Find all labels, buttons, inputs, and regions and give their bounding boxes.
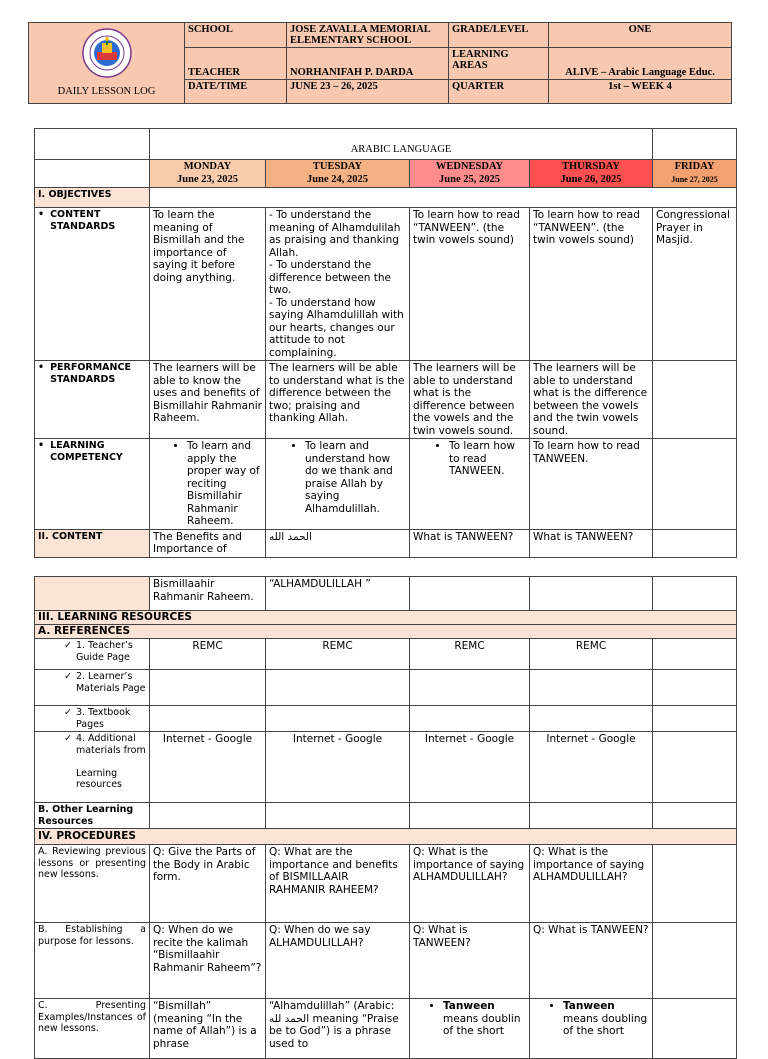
procedure-c-wed: • Tanween means doublin of the short: [410, 999, 530, 1059]
procedure-c-label: C. Presenting Examples/Instances of new lessons.: [35, 999, 150, 1059]
quarter-label: QUARTER: [449, 80, 549, 104]
teachers-guide-label: ✓ 1. Teacher’s Guide Page: [35, 639, 150, 670]
procedure-c-tue: “Alhamdulillah” (Arabic: الحمد لله meaning “Praise be to God”) is a phrase used to: [266, 999, 410, 1059]
procedure-c-fri: [653, 999, 737, 1059]
teachers-guide-mon: REMC: [150, 639, 266, 670]
day-header-thursday: THURSDAY June 26, 2025: [530, 160, 653, 188]
references-label: A. REFERENCES: [35, 625, 737, 639]
competency-mon: • To learn and apply the proper way of reciting Bismillahir Rahmanir Raheem.: [150, 439, 266, 530]
learning-resources-label: III. LEARNING RESOURCES: [35, 611, 737, 625]
objectives-label: I. OBJECTIVES: [35, 188, 150, 208]
competency-tue: • To learn and understand how do we thank and praise Allah by saying Alhamdulillah.: [266, 439, 410, 530]
procedure-b-fri: [653, 923, 737, 999]
day-header-friday: FRIDAY June 27, 2025: [653, 160, 737, 188]
day-header-wednesday: WEDNESDAY June 25, 2025: [410, 160, 530, 188]
additional-wed: Internet - Google: [410, 732, 530, 803]
subject-title: ARABIC LANGUAGE: [150, 129, 653, 160]
lesson-table-page-2: [34, 576, 737, 1059]
grade-value: ONE: [549, 23, 732, 48]
logo-cell: [29, 23, 185, 104]
teacher-label: TEACHER: [185, 48, 287, 80]
performance-standards-label: • PERFORMANCE STANDARDS: [35, 361, 150, 439]
textbook-label: ✓ 3. Textbook Pages: [35, 706, 150, 732]
content-standards-label: • CONTENT STANDARDS: [35, 208, 150, 361]
performance-thu: The learners will be able to understand what is the difference between the vowels and the twin vowels sound.: [530, 361, 653, 439]
content-standards-mon: To learn the meaning of Bismillah and the importance of saying it before doing anything.: [150, 208, 266, 361]
additional-thu: Internet - Google: [530, 732, 653, 803]
other-resources-label: B. Other Learning Resources: [35, 803, 150, 829]
teachers-guide-tue: REMC: [266, 639, 410, 670]
procedure-c-mon: “Bismillah” (meaning “In the name of Allah”) is a phrase: [150, 999, 266, 1059]
daily-lesson-log-label: DAILY LESSON LOG: [57, 86, 156, 97]
school-seal-icon: [82, 28, 132, 78]
content-standards-wed: To learn how to read “TANWEEN”. (the twin vowels sound): [410, 208, 530, 361]
procedure-a-label: A. Reviewing previous lessons or presenting new lessons.: [35, 845, 150, 923]
grade-label: GRADE/LEVEL: [449, 23, 549, 48]
procedure-b-label: B. Establishing a purpose for lessons.: [35, 923, 150, 999]
content-cont-wed: [410, 577, 530, 611]
performance-wed: The learners will be able to understand what is the difference between the vowels and the twin vowels sound.: [410, 361, 530, 439]
content-fri: [653, 529, 737, 557]
procedures-label: IV. PROCEDURES: [35, 829, 737, 845]
competency-wed: • To learn how to read TANWEEN.: [410, 439, 530, 530]
content-wed: What is TANWEEN?: [410, 529, 530, 557]
additional-materials-label: ✓ 4. Additional materials from Learning resources: [35, 732, 150, 803]
school-value: JOSE ZAVALLA MEMORIAL ELEMENTARY SCHOOL: [287, 23, 449, 48]
competency-fri: [653, 439, 737, 530]
procedure-a-thu: Q: What is the importance of saying ALHAMDULILLAH?: [530, 845, 653, 923]
learners-materials-label: ✓ 2. Learner’s Materials Page: [35, 670, 150, 706]
learning-areas-value: ALIVE – Arabic Language Educ.: [549, 48, 732, 80]
content-tue: الحمد الله: [266, 529, 410, 557]
additional-mon: Internet - Google: [150, 732, 266, 803]
date-value: JUNE 23 – 26, 2025: [287, 80, 449, 104]
content-thu: What is TANWEEN?: [530, 529, 653, 557]
learning-competency-label: • LEARNING COMPETENCY: [35, 439, 150, 530]
teacher-value: NORHANIFAH P. DARDA: [287, 48, 449, 80]
quarter-value: 1st – WEEK 4: [549, 80, 732, 104]
lesson-table-page-1: [34, 128, 737, 558]
performance-mon: The learners will be able to know the uses and benefits of Bismillahir Rahmanir Raheem.: [150, 361, 266, 439]
performance-tue: The learners will be able to understand what is the difference between the two; praising and thanking Allah.: [266, 361, 410, 439]
competency-thu: To learn how to read TANWEEN.: [530, 439, 653, 530]
content-cont-fri: [653, 577, 737, 611]
procedure-b-wed: Q: What is TANWEEN?: [410, 923, 530, 999]
procedure-a-wed: Q: What is the importance of saying ALHAMDULILLAH?: [410, 845, 530, 923]
procedure-b-tue: Q: When do we say ALHAMDULILLAH?: [266, 923, 410, 999]
date-label: DATE/TIME: [185, 80, 287, 104]
content-cont-thu: [530, 577, 653, 611]
content-standards-tue: - To understand the meaning of Alhamdulilah as praising and thanking Allah. - To understand the difference between the two. - To understand how saying Alhamdulillah with our hearts, changes our attitude to not complaining.: [266, 208, 410, 361]
performance-fri: [653, 361, 737, 439]
content-cont-tue: “ALHAMDULILLAH ”: [266, 577, 410, 611]
content-mon: The Benefits and Importance of: [150, 529, 266, 557]
procedure-b-mon: Q: When do we recite the kalimah “Bismillaahir Rahmanir Raheem”?: [150, 923, 266, 999]
content-standards-thu: To learn how to read “TANWEEN”. (the twin vowels sound): [530, 208, 653, 361]
teachers-guide-wed: REMC: [410, 639, 530, 670]
school-label: SCHOOL: [185, 23, 287, 48]
day-header-tuesday: TUESDAY June 24, 2025: [266, 160, 410, 188]
learning-areas-label: LEARNING AREAS: [449, 48, 549, 80]
header-table: [28, 22, 732, 104]
content-cont-mon: Bismillaahir Rahmanir Raheem.: [150, 577, 266, 611]
additional-tue: Internet - Google: [266, 732, 410, 803]
procedure-a-tue: Q: What are the importance and benefits of BISMILLAAIR RAHMANIR RAHEEM?: [266, 845, 410, 923]
teachers-guide-fri: [653, 639, 737, 670]
procedure-a-mon: Q: Give the Parts of the Body in Arabic form.: [150, 845, 266, 923]
additional-fri: [653, 732, 737, 803]
day-header-monday: MONDAY June 23, 2025: [150, 160, 266, 188]
teachers-guide-thu: REMC: [530, 639, 653, 670]
procedure-a-fri: [653, 845, 737, 923]
content-standards-fri: Congressional Prayer in Masjid.: [653, 208, 737, 361]
procedure-b-thu: Q: What is TANWEEN?: [530, 923, 653, 999]
procedure-c-thu: • Tanween means doubling of the short: [530, 999, 653, 1059]
content-label: II. CONTENT: [35, 529, 150, 557]
